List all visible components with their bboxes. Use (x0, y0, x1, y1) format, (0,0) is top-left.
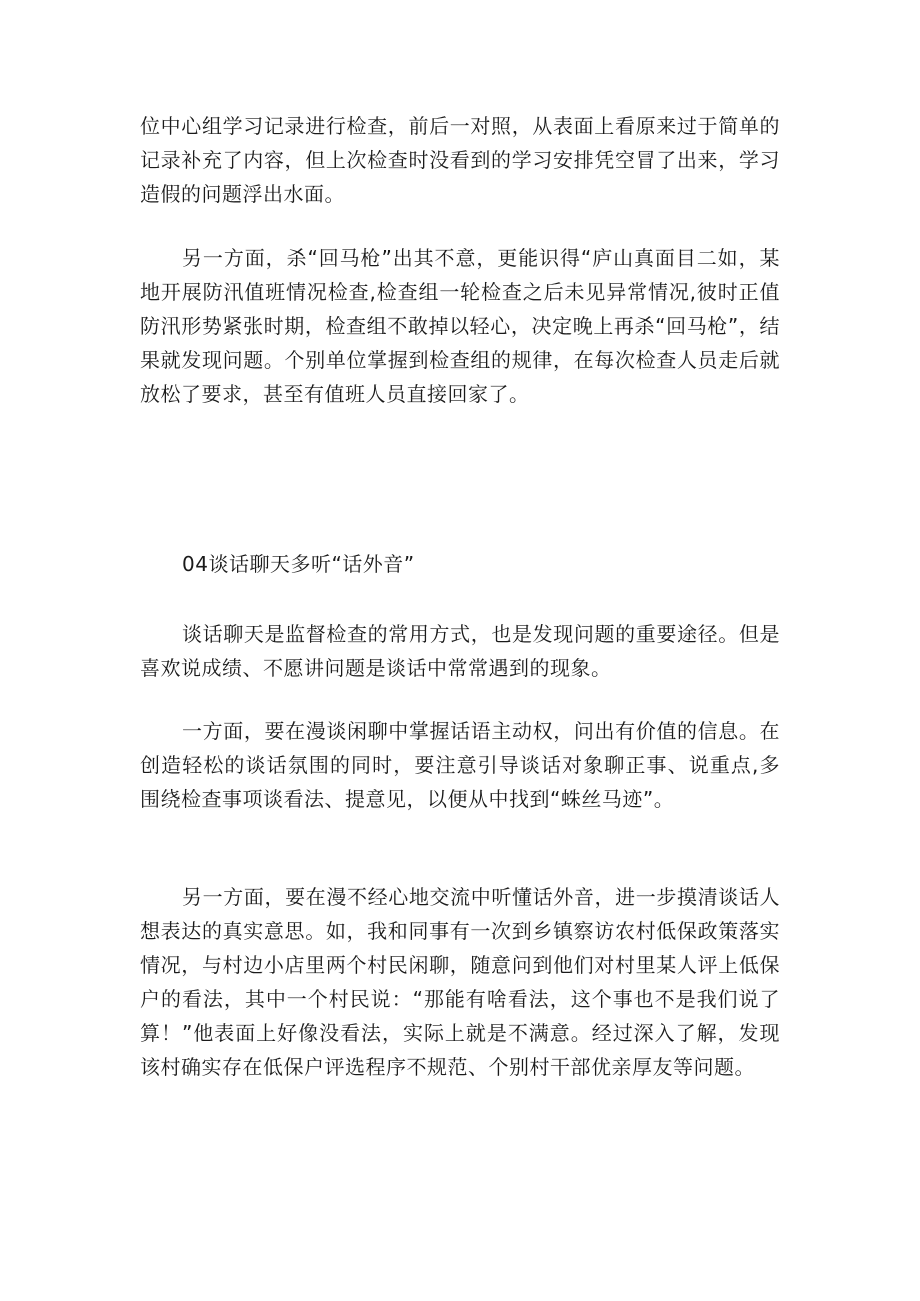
paragraph-one-aspect: 一方面，要在漫谈闲聊中掌握话语主动权，问出有价值的信息。在创造轻松的谈话氛围的同时，要注意引导谈话对象聊正事、说重点,多围绕检查事项谈看法、提意见，以便从中找到“蛛丝马迹”。 (140, 719, 780, 811)
paragraph-conversation-intro: 谈话聊天是监督检查的常用方式，也是发现问题的重要途径。但是喜欢说成绩、不愿讲问题是谈话中常常遇到的现象。 (140, 622, 780, 680)
paragraph-other-aspect: 另一方面，要在漫不经心地交流中听懂话外音，进一步摸清谈话人想表达的真实意思。如，我和同事有一次到乡镇察访农村低保政策落实情况，与村边小店里两个村民闲聊，随意问到他们对村里某人评上低保户的看法，其中一个村民说：“那能有啥看法，这个事也不是我们说了算！”他表面上好像没看法，实际上就是不满意。经过深入了解，发现该村确实存在低保户评选程序不规范、个别村干部优亲厚友等问题。 (140, 885, 780, 1079)
section-heading: 04谈话聊天多听“话外音” (182, 552, 415, 576)
paragraph-continuation: 位中心组学习记录进行检查，前后一对照，从表面上看原来过于简单的记录补充了内容，但上次检查时没看到的学习安排凭空冒了出来，学习造假的问题浮出水面。 (140, 114, 780, 206)
paragraph-return-check: 另一方面，杀“回马枪”出其不意，更能识得“庐山真面目二如，某地开展防汛值班情况检查,检查组一轮检查之后未见异常情况,彼时正值防汛形势紧张时期，检查组不敢掉以轻心，决定晚上再杀“回马枪”，结果就发现问题。个别单位掌握到检查组的规律，在每次检查人员走后就放松了要求，甚至有值班人员直接回家了。 (140, 246, 780, 406)
